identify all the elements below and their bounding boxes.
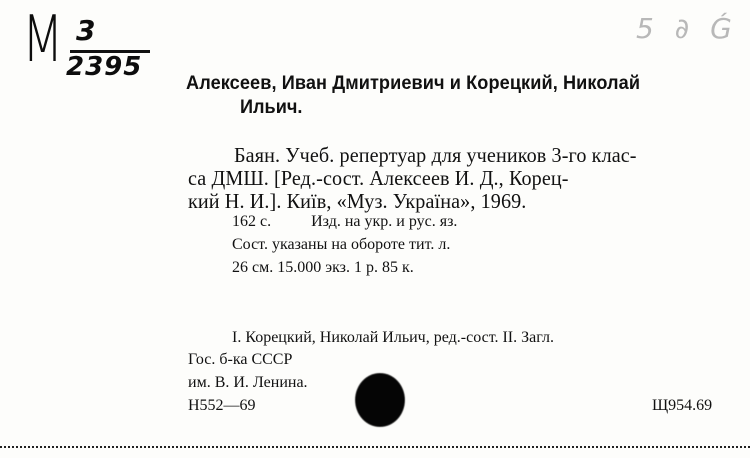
call-number-letter: М (22, 3, 64, 77)
call-number-bottom: 2395 (66, 52, 143, 82)
classification-mark: Щ954.69 (652, 397, 713, 414)
library-name-line-1: Гос. б-ка СССР (188, 351, 293, 368)
title-line-2: са ДМШ. [Ред.-сост. Алексеев И. Д., Корец- (188, 166, 569, 190)
author-heading: Алексеев, Иван Дмитриевич и Корецкий, Николай (186, 72, 641, 94)
library-card-number: Н552—69 (188, 397, 256, 414)
compilers-note: Сост. указаны на обороте тит. л. (232, 236, 451, 253)
page-count: 162 с. (232, 213, 272, 230)
call-number-top: 3 (76, 14, 96, 47)
language-note: Изд. на укр. и рус. яз. (311, 213, 458, 230)
author-heading-continued: Ильич. (240, 96, 303, 118)
title-line-1: Баян. Учеб. репертуар для учеников 3-го клас- (234, 143, 637, 167)
library-name-line-2: им. В. И. Ленина. (188, 374, 308, 391)
ink-stamp-dot (356, 374, 404, 426)
size-run-price: 26 см. 15.000 экз. 1 р. 85 к. (232, 259, 414, 276)
pagination-line (232, 213, 457, 231)
tracing-line: I. Корецкий, Николай Ильич, ред.-сост. II. Загл. (232, 329, 554, 346)
card-bottom-edge (0, 446, 750, 452)
imprint-line: кий Н. И.]. Київ, «Муз. Україна», 1969. (188, 189, 527, 213)
pencil-note: 5 ∂ Ǵ (636, 12, 738, 45)
